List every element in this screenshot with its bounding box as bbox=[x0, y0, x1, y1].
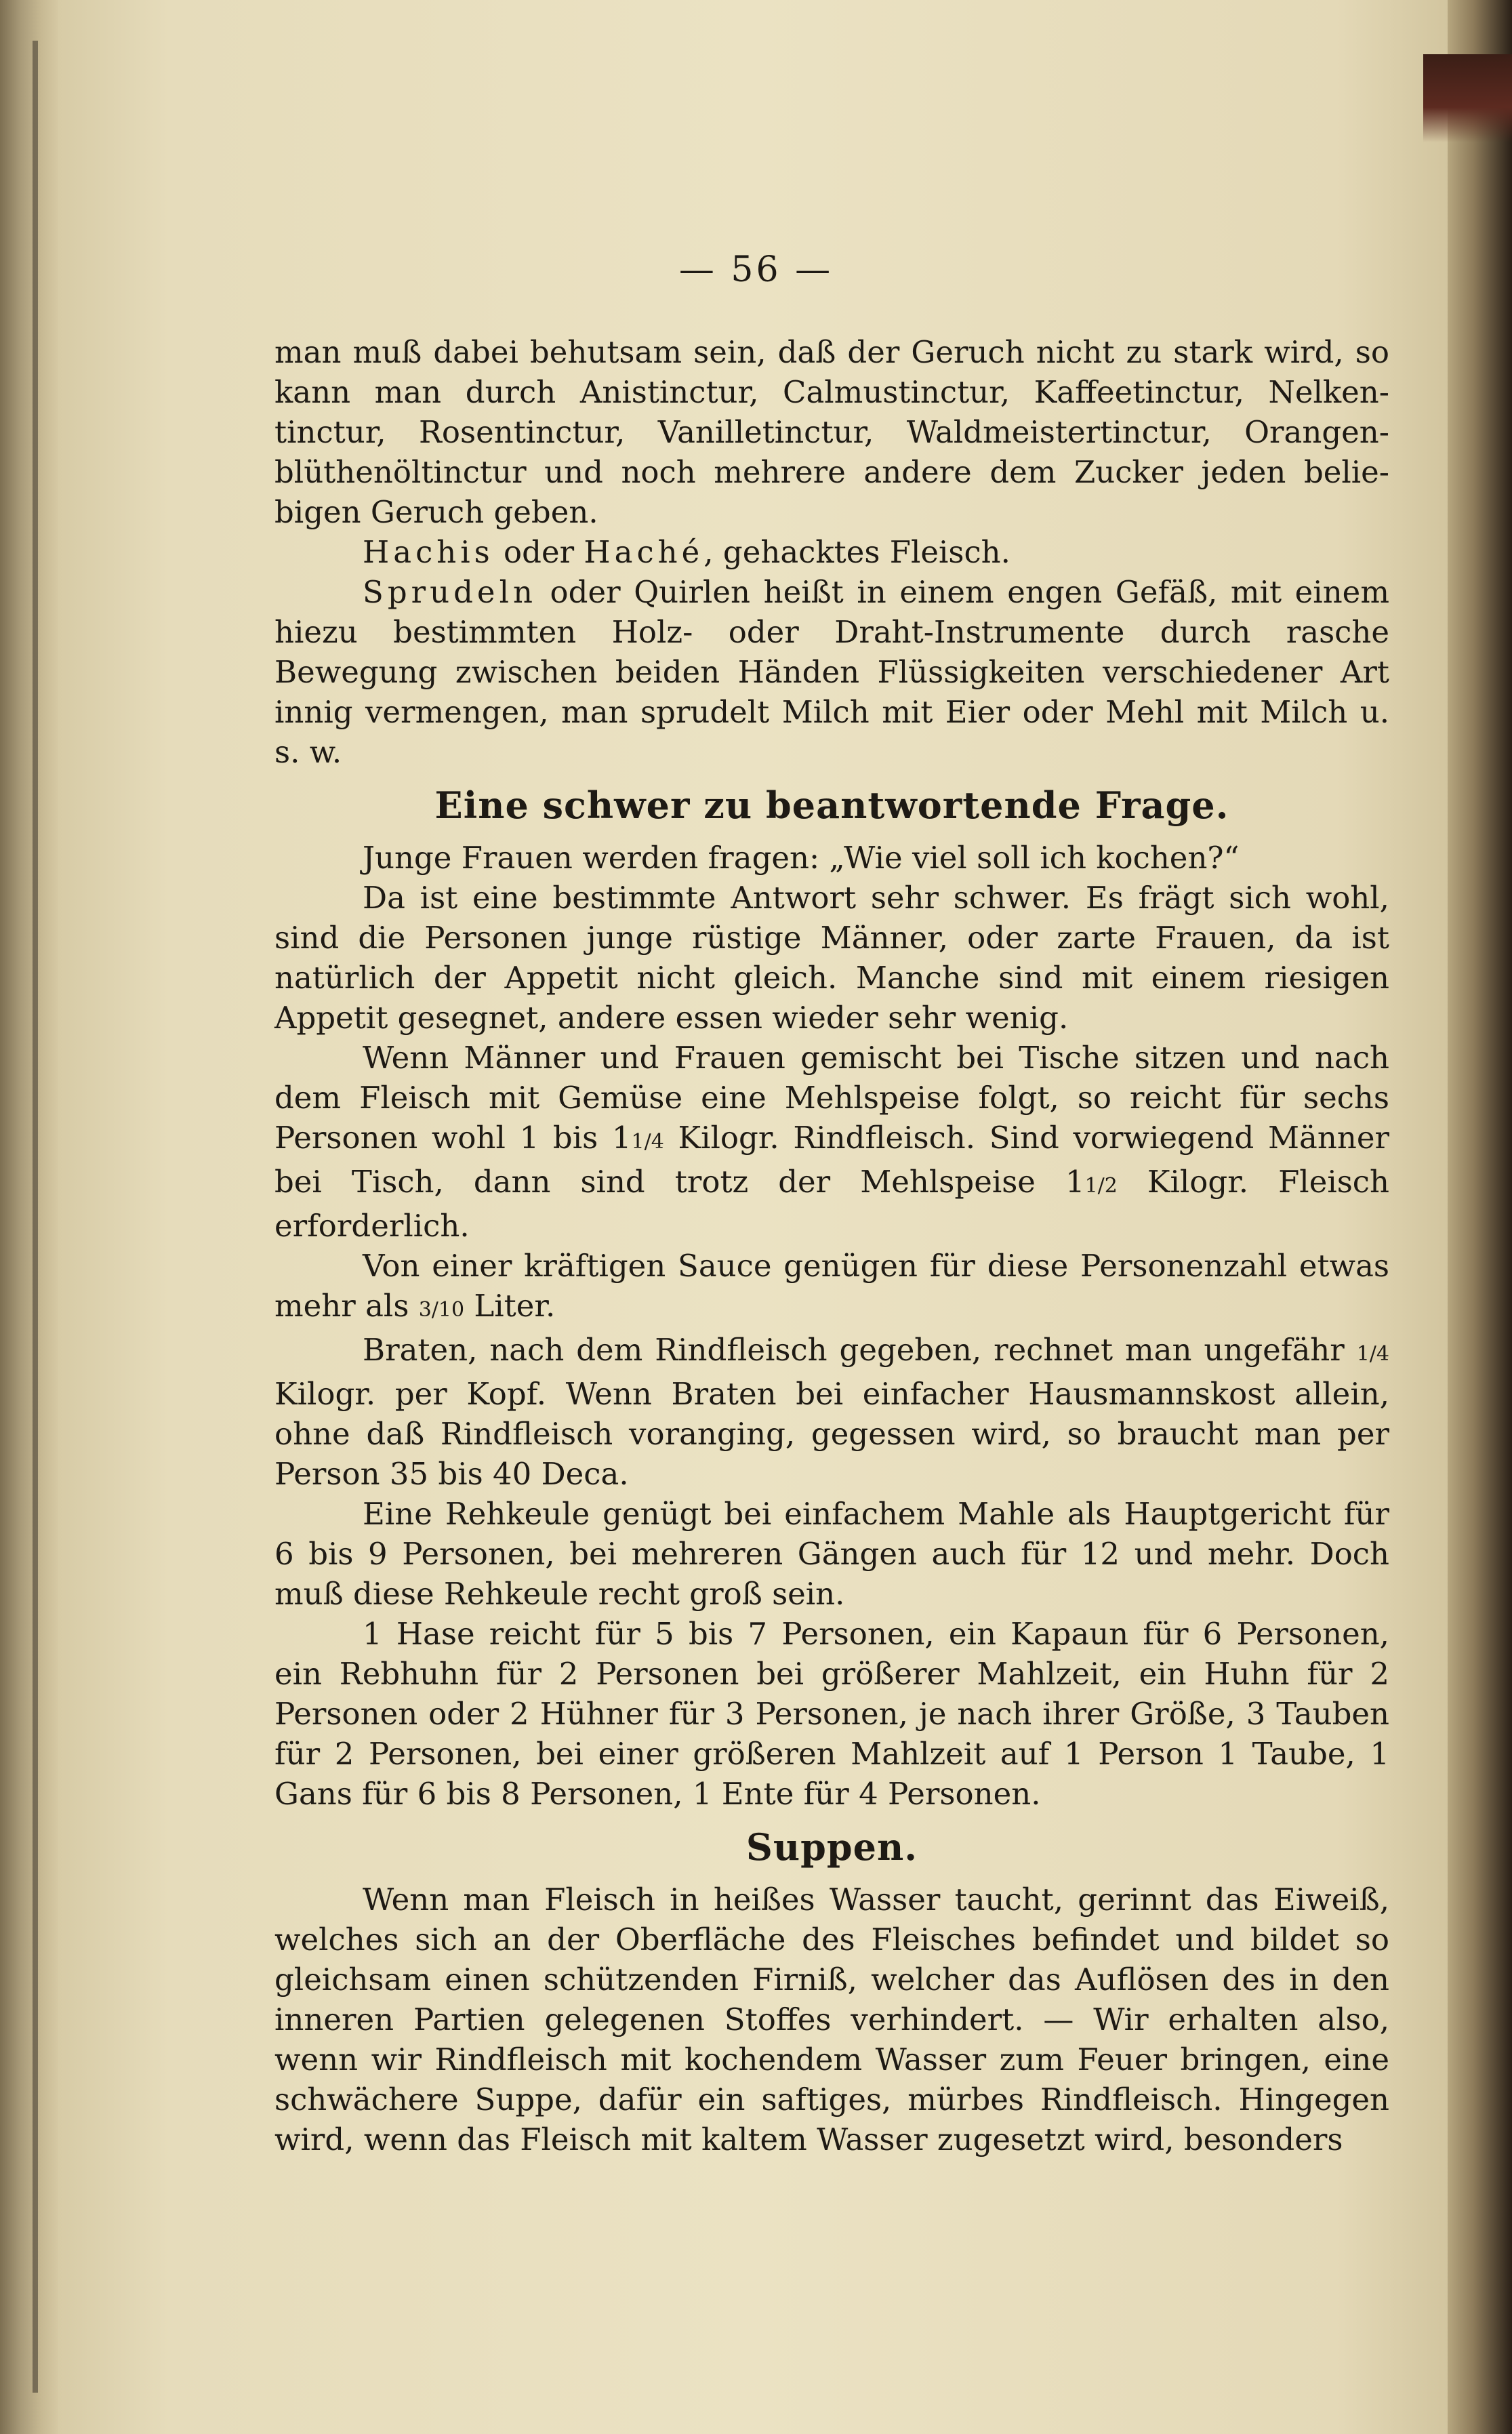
book-spine bbox=[0, 0, 58, 2434]
heading-soups: Suppen. bbox=[745, 1825, 918, 1869]
cover-corner bbox=[1423, 54, 1512, 142]
paragraph-poultry: 1 Hase reicht für 5 bis 7 Personen, ein Kapaun für 6 Personen, ein Rebhuhn für 2 Personen bei größerer Mahlzeit, ein Huhn für 2 Personen oder 2 Hühner für 3 Personen, je nach ihrer Größe, 3 Tauben für 2 Personen, bei einer größeren Mahlzeit auf 1 Person 1 Taube, 1 Gans für 6 bis 8 Personen, 1 Ente für 4 Personen. bbox=[274, 1616, 1389, 1812]
text-fragment: Wenn Männer und Frauen gemischt bei Tische sitzen und nach dem Fleisch mit Gemüse eine Mehlspeise folgt, so reicht für sechs Personen wohl 1 bis 1 bbox=[274, 1040, 1389, 1156]
paragraph-sprudeln bbox=[274, 572, 1389, 772]
text-fragment: , gehacktes Fleisch. bbox=[703, 534, 1010, 570]
term-hachis: Hachis bbox=[363, 534, 494, 570]
text-fragment: Kilogr. Fleisch erforderlich. bbox=[274, 1164, 1389, 1244]
text-fragment: oder Quirlen heißt in einem engen Gefäß, mit einem hiezu bestimmten Holz- oder Draht-Instrumente durch rasche Bewegung zwischen beiden Händen Flüssigkeiten verschiedener Art innig vermengen, man sprudelt Milch mit Eier oder Mehl mit Milch u. s. w. bbox=[274, 574, 1389, 770]
binding-edge bbox=[33, 41, 38, 2393]
text-fragment: Kilogr. Rindfleisch. Sind vorwiegend Männer bei Tisch, dann sind trotz der Mehlspeise 1 bbox=[274, 1120, 1389, 1200]
paragraph-soups: Wenn man Fleisch in heißes Wasser taucht, gerinnt das Eiweiß, welches sich an der Oberfläche des Fleisches befindet und bildet so gleichsam einen schützenden Firniß, welcher das Auflösen des in den inneren Partien gelegenen Stoffes verhindert. — Wir erhalten also, wenn wir Rindfleisch mit kochendem Wasser zum Feuer bringen, eine schwächere Suppe, dafür ein saftiges, mürbes Rindfleisch. Hingegen wird, wenn das Fleisch mit kaltem Wasser zugesetzt wird, besonders bbox=[274, 1882, 1389, 2157]
fraction: 1/2 bbox=[1084, 1174, 1118, 1198]
text-fragment: Kilogr. per Kopf. Wenn Braten bei einfacher Hausmannskost allein, ohne daß Rindfleisch voranging, gegessen wird, so braucht man per Person 35 bis 40 Deca. bbox=[274, 1376, 1389, 1492]
text-fragment: Liter. bbox=[464, 1288, 556, 1324]
paragraph-roast bbox=[274, 1330, 1389, 1494]
paragraph-portions-meat bbox=[274, 1038, 1389, 1246]
page-edge-shadow bbox=[1448, 0, 1512, 2434]
heading-question: Eine schwer zu beantwortende Frage. bbox=[434, 784, 1229, 827]
fraction: 1/4 bbox=[631, 1130, 664, 1154]
paragraph-hachis bbox=[274, 532, 1389, 572]
page-number: — 56 — bbox=[678, 249, 834, 290]
text-fragment: Von einer kräftigen Sauce genügen für diese Personenzahl etwas mehr als bbox=[274, 1248, 1389, 1324]
paragraph-sauce bbox=[274, 1246, 1389, 1330]
paragraph-answer: Da ist eine bestimmte Antwort sehr schwer. Es frägt sich wohl, sind die Personen junge rüstige Männer, oder zarte Frauen, da ist natürlich der Appetit nicht gleich. Manche sind mit einem riesigen Appetit gesegnet, andere essen wieder sehr wenig. bbox=[274, 880, 1389, 1036]
fraction: 1/4 bbox=[1356, 1342, 1389, 1366]
term-hache: Haché bbox=[584, 534, 704, 570]
paragraph-venison: Eine Rehkeule genügt bei einfachem Mahle als Hauptgericht für 6 bis 9 Personen, bei mehreren Gängen auch für 12 und mehr. Doch muß diese Rehkeule recht groß sein. bbox=[274, 1496, 1389, 1612]
body-text bbox=[274, 332, 1389, 2159]
text-fragment: oder bbox=[493, 534, 584, 570]
text-fragment: Braten, nach dem Rindfleisch gegeben, rechnet man ungefähr bbox=[363, 1332, 1357, 1368]
paragraph-question: Junge Frauen werden fragen: „Wie viel soll ich kochen?“ bbox=[363, 840, 1240, 876]
fraction: 3/10 bbox=[418, 1298, 465, 1322]
term-sprudeln: Sprudeln bbox=[363, 574, 537, 610]
paragraph-scent: man muß dabei behutsam sein, daß der Geruch nicht zu stark wird, so kann man durch Anistinctur, Calmustinctur, Kaffeetinctur, Nelken-tinctur, Rosentinctur, Vanilletinctur, Waldmeistertinctur, Orangen-blüthenöltinctur und noch mehrere andere dem Zucker jeden belie-bigen Geruch geben. bbox=[274, 334, 1389, 530]
